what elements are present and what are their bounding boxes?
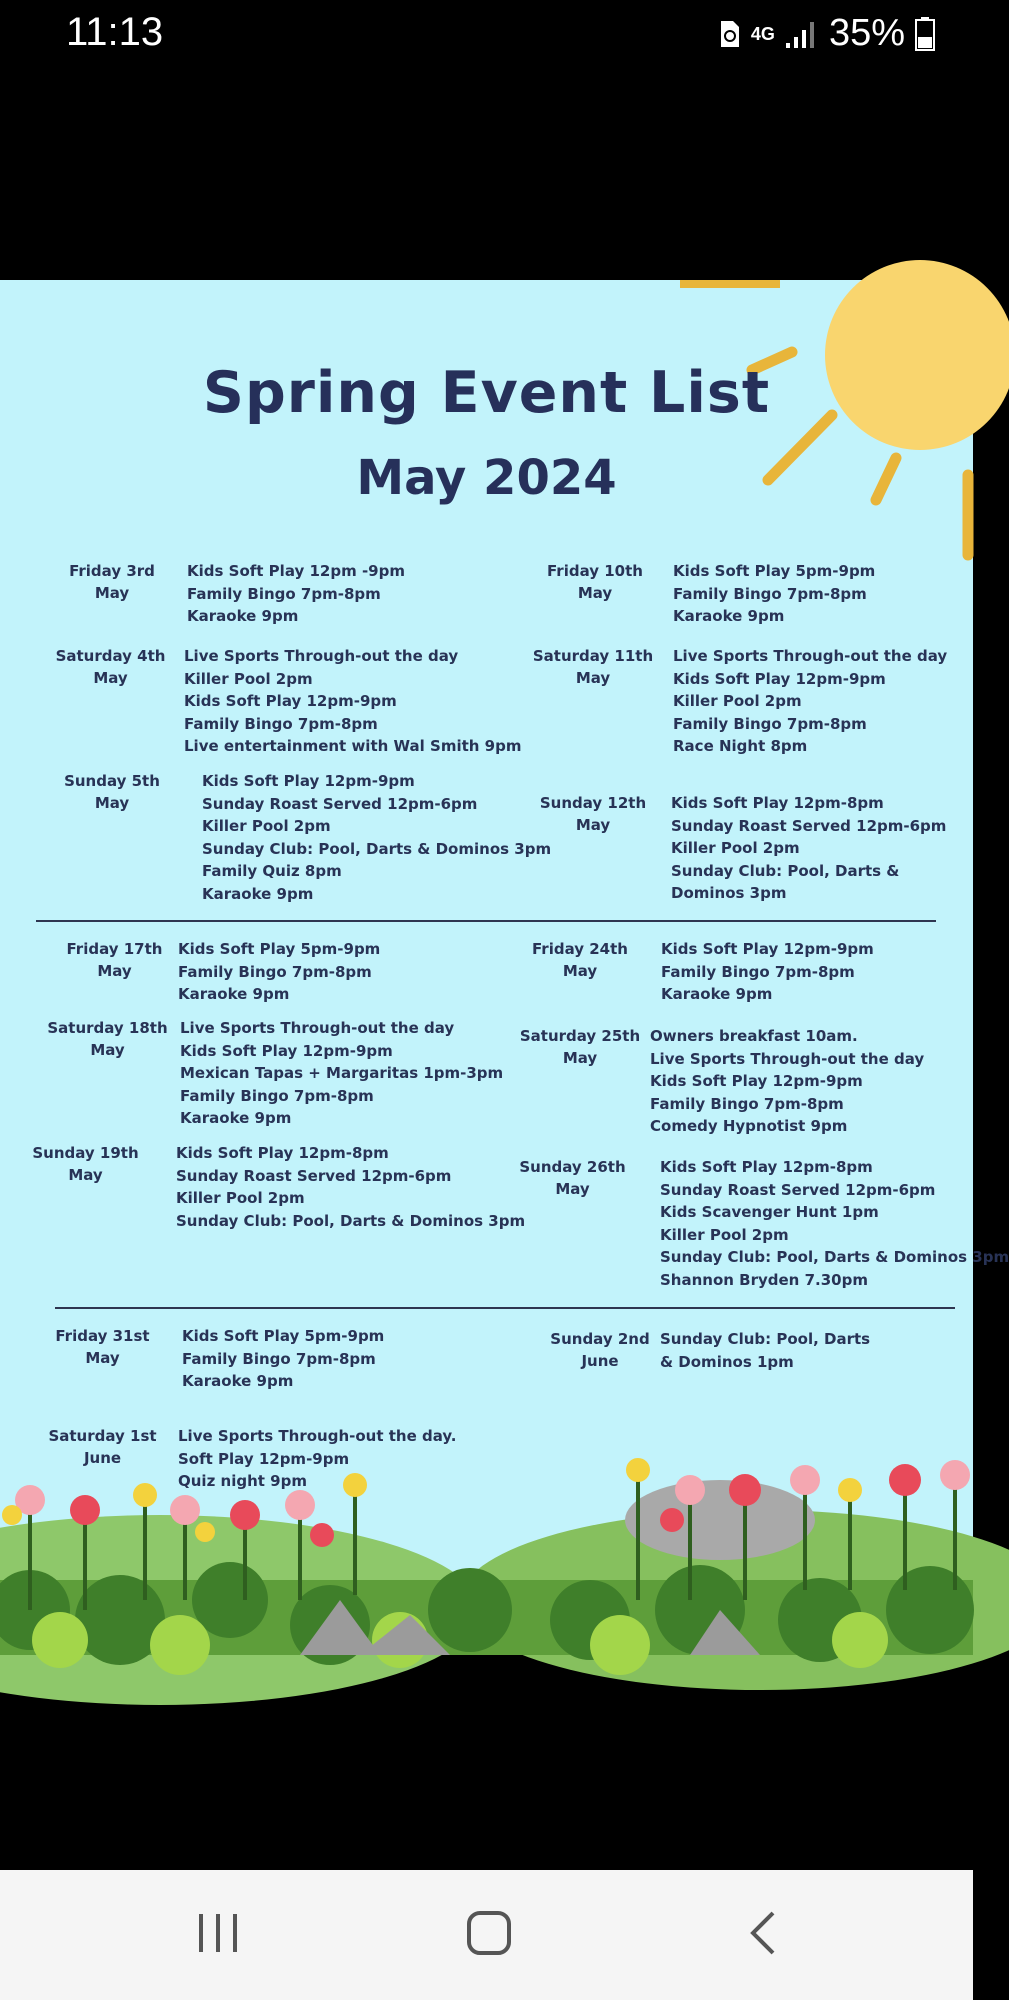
event-date: Sunday 19th May xyxy=(32,1144,139,1184)
section-divider xyxy=(36,920,936,922)
event-date: Sunday 2nd June xyxy=(550,1330,650,1370)
event-date: Sunday 12th May xyxy=(539,794,647,834)
network-type xyxy=(750,23,775,44)
event-list: Kids Soft Play 12pm-9pm Family Bingo 7pm-8pm Karaoke 9pm xyxy=(661,940,874,1003)
event-list: Kids Soft Play 12pm-8pm Sunday Roast Served 12pm-6pm Killer Pool 2pm Sunday Club: Pool, Darts & Dominos 3pm xyxy=(176,1144,526,1230)
back-icon[interactable] xyxy=(745,1908,781,1962)
event-date: Saturday 18th May xyxy=(47,1019,168,1059)
event-date: Friday 31st May xyxy=(55,1327,150,1367)
status-icons xyxy=(719,12,935,55)
event-list: Kids Soft Play 12pm-8pm Sunday Roast Served 12pm-6pm Kids Scavenger Hunt 1pm Killer Pool 2pm Sunday Club: Pool, Darts & Dominos 3pm Shannon Bryden 7.30pm xyxy=(660,1158,1009,1289)
event-list: Live Sports Through-out the day. Soft Play 12pm-9pm Quiz night 9pm xyxy=(178,1427,457,1490)
event-list: Live Sports Through-out the day Kids Soft Play 12pm-9pm Mexican Tapas + Margaritas 1pm-3pm Family Bingo 7pm-8pm Karaoke 9pm xyxy=(180,1019,504,1127)
event-list: Kids Soft Play 5pm-9pm Family Bingo 7pm-8pm Karaoke 9pm xyxy=(178,940,381,1003)
event-list: Kids Soft Play 5pm-9pm Family Bingo 7pm-8pm Karaoke 9pm xyxy=(673,562,876,625)
section-divider xyxy=(55,1307,955,1309)
status-time: 11:13 xyxy=(66,10,164,54)
event-date: Sunday 5th May xyxy=(64,772,160,812)
event-list: Kids Soft Play 12pm -9pm Family Bingo 7pm-8pm Karaoke 9pm xyxy=(187,562,405,625)
battery-icon xyxy=(915,17,935,51)
event-list: Kids Soft Play 12pm-8pm Sunday Roast Served 12pm-6pm Killer Pool 2pm Sunday Club: Pool, Darts & Dominos 3pm xyxy=(671,794,947,902)
event-date: Saturday 4th May xyxy=(55,647,166,687)
event-date: Friday 17th May xyxy=(66,940,163,980)
event-list: Kids Soft Play 5pm-9pm Family Bingo 7pm-8pm Karaoke 9pm xyxy=(182,1327,385,1390)
signal-icon xyxy=(785,19,819,49)
battery-percent: 35% xyxy=(828,12,905,54)
poster-title: Spring Event List xyxy=(202,360,771,426)
network-type-label: 4G xyxy=(750,23,775,44)
event-poster xyxy=(0,280,1009,1655)
event-date: Friday 10th May xyxy=(547,562,643,602)
event-list: Kids Soft Play 12pm-9pm Sunday Roast Served 12pm-6pm Killer Pool 2pm Sunday Club: Pool, Darts & Dominos 3pm Family Quiz 8pm Karaoke 9pm xyxy=(202,772,552,903)
recent-apps-icon[interactable] xyxy=(195,1908,241,1962)
event-date: Sunday 26th May xyxy=(519,1158,626,1198)
event-date: Friday 3rd May xyxy=(69,562,155,602)
event-list: Live Sports Through-out the day Kids Soft Play 12pm-9pm Killer Pool 2pm Family Bingo 7pm-8pm Race Night 8pm xyxy=(673,647,948,755)
event-date: Saturday 11th May xyxy=(532,647,654,687)
event-date: Saturday 25th May xyxy=(519,1027,641,1067)
event-list: Live Sports Through-out the day Killer Pool 2pm Kids Soft Play 12pm-9pm Family Bingo 7pm-8pm Live entertainment with Wal Smith 9pm xyxy=(184,647,522,755)
status-bar xyxy=(0,0,973,70)
navigation-bar xyxy=(0,1870,973,2000)
sim-card-icon xyxy=(719,19,741,49)
poster-subtitle: May 2024 xyxy=(356,450,617,506)
event-date: Saturday 1st June xyxy=(48,1427,157,1467)
event-list: Owners breakfast 10am. Live Sports Through-out the day Kids Soft Play 12pm-9pm Family Bingo 7pm-8pm Comedy Hypnotist 9pm xyxy=(650,1027,925,1135)
event-list: Sunday Club: Pool, Darts & Dominos 1pm xyxy=(660,1330,871,1371)
flower-meadow-illustration xyxy=(0,1460,973,1655)
sun-icon xyxy=(0,280,973,600)
home-icon[interactable] xyxy=(464,1908,514,1962)
event-date: Friday 24th May xyxy=(532,940,628,980)
